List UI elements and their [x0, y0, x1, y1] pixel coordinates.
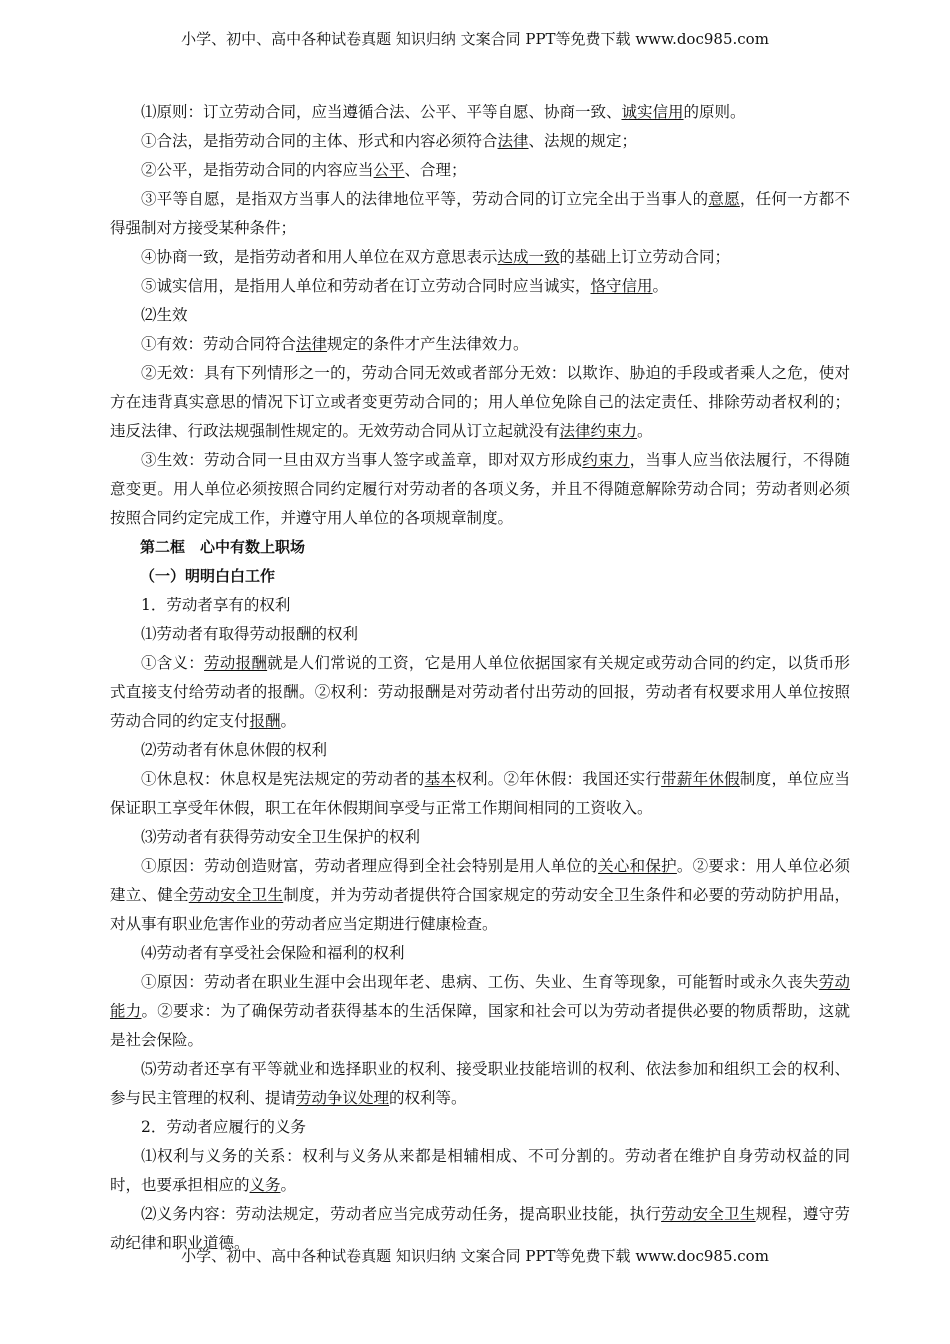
text-run: ⑴劳动者有取得劳动报酬的权利: [141, 625, 359, 643]
paragraph: [110, 359, 850, 446]
underlined-keyword: 带薪年休假: [661, 770, 740, 788]
underlined-keyword: 约束力: [582, 451, 630, 469]
text-run: ②无效：具有下列情形之一的，劳动合同无效或者部分无效：以欺诈、胁迫的手段或者乘人之危，使对方在违背真实意思的情况下订立或者变更劳动合同的；用人单位免除自己的法定责任、排除劳动者权利的；违反法律、行政法规强制性规定的。无效劳动合同从订立起就没有: [110, 364, 850, 440]
paragraph: [110, 968, 850, 1055]
text-run: ⑵义务内容：劳动法规定，劳动者应当完成劳动任务，提高职业技能，执行: [141, 1205, 662, 1223]
text-run: 。: [637, 422, 653, 440]
text-run: ⑶劳动者有获得劳动安全卫生保护的权利: [141, 828, 421, 846]
paragraph: [110, 446, 850, 533]
paragraph: [110, 127, 850, 156]
underlined-keyword: 劳动能力: [110, 973, 850, 1020]
section-heading: [110, 562, 850, 591]
text-run: 1．劳动者享有的权利: [141, 596, 291, 614]
text-run: 。②要求：为了确保劳动者获得基本的生活保障，国家和社会可以为劳动者提供必要的物质帮助，这就是社会保险。: [110, 1002, 850, 1049]
text-run: ①有效：劳动合同符合: [141, 335, 297, 353]
text-run: 。: [280, 712, 297, 730]
paragraph: [110, 765, 850, 823]
text-run: ，当事人应当依法履行，不得随意变更。用人单位必须按照合同约定履行对劳动者的各项义务，并且不得随意解除劳动合同；劳动者则必须按照合同约定完成工作，并遵守用人单位的各项规章制度。: [110, 451, 850, 527]
underlined-keyword: 劳动安全卫生: [661, 1205, 756, 1223]
text-run: ③平等自愿，是指双方当事人的法律地位平等，劳动合同的订立完全出于当事人的: [141, 190, 709, 208]
text-run: ①合法，是指劳动合同的主体、形式和内容必须符合: [141, 132, 498, 150]
text-run: 规程，遵守劳动纪律和职业道德。: [110, 1205, 850, 1252]
paragraph: [110, 1055, 850, 1113]
paragraph: [110, 1142, 850, 1200]
text-run: ⑤诚实信用，是指用人单位和劳动者在订立劳动合同时应当诚实，: [141, 277, 591, 295]
text-run: 、法规的规定；: [528, 132, 638, 150]
paragraph: [110, 852, 850, 939]
text-run: ①原因：劳动者在职业生涯中会出现年老、患病、工伤、失业、生育等现象，可能暂时或永久丧失: [141, 973, 819, 991]
text-run: ⑵生效: [141, 306, 188, 324]
paragraph: [110, 620, 850, 649]
underlined-keyword: 法律约束力: [559, 422, 638, 440]
text-run: ⑴权利与义务的关系：权利与义务从来都是相辅相成、不可分割的。劳动者在维护自身劳动权益的同时，也要承担相应的: [110, 1147, 850, 1194]
underlined-keyword: 意愿: [708, 190, 740, 208]
underlined-keyword: 劳动报酬: [204, 654, 268, 672]
page-footer: 小学、初中、高中各种试卷真题 知识归纳 文案合同 PPT等免费下载 www.doc985.com: [181, 1247, 769, 1265]
underlined-keyword: 恪守信用: [590, 277, 653, 295]
text-run: ，任何一方都不得强制对方接受某种条件；: [110, 190, 850, 237]
text-run: 的基础上订立劳动合同；: [559, 248, 731, 266]
text-run: ⑸劳动者还享有平等就业和选择职业的权利、接受职业技能培训的权利、依法参加和组织工会的权利、参与民主管理的权利、提请: [110, 1060, 850, 1107]
text-run: ①休息权：休息权是宪法规定的劳动者的: [141, 770, 425, 788]
text-run: ②公平，是指劳动合同的内容应当: [141, 161, 374, 179]
section-heading: [110, 533, 850, 562]
underlined-keyword: 劳动安全卫生: [188, 886, 284, 904]
underlined-keyword: 公平: [373, 161, 405, 179]
text-run: ①含义：: [141, 654, 205, 672]
underlined-keyword: 报酬: [249, 712, 281, 730]
document-body: [110, 98, 850, 1258]
text-run: 就是人们常说的工资，它是用人单位依据国家有关规定或劳动合同的约定，以货币形式直接支付给劳动者的报酬。②权利：劳动报酬是对劳动者付出劳动的回报，劳动者有权要求用人单位按照劳动合同的约定支付: [110, 654, 850, 730]
text-run: 制度，单位应当保证职工享受年休假，职工在年休假期间享受与正常工作期间相同的工资收入。: [110, 770, 850, 817]
text-run: 的原则。: [683, 103, 746, 121]
text-run: ④协商一致，是指劳动者和用人单位在双方意思表示: [141, 248, 498, 266]
underlined-keyword: 达成一致: [497, 248, 560, 266]
text-run: 规定的条件才产生法律效力。: [327, 335, 529, 353]
text-run: 、合理；: [404, 161, 467, 179]
paragraph: [110, 939, 850, 968]
underlined-keyword: 诚实信用: [621, 103, 684, 121]
text-run: 第二框 心中有数上职场: [140, 538, 306, 556]
text-run: ①原因：劳动创造财富，劳动者理应得到全社会特别是用人单位的: [141, 857, 599, 875]
paragraph: [110, 301, 850, 330]
text-run: ⑷劳动者有享受社会保险和福利的权利: [141, 944, 405, 962]
underlined-keyword: 基本: [424, 770, 457, 788]
paragraph: [110, 185, 850, 243]
text-run: 制度，并为劳动者提供符合国家规定的劳动安全卫生条件和必要的劳动防护用品，对从事有职业危害作业的劳动者应当定期进行健康检查。: [110, 886, 850, 933]
underlined-keyword: 法律: [497, 132, 529, 150]
paragraph: [110, 243, 850, 272]
text-run: 。: [652, 277, 669, 295]
text-run: 的权利等。: [389, 1089, 467, 1107]
text-run: 权利。②年休假：我国还实行: [456, 770, 662, 788]
paragraph: [110, 823, 850, 852]
paragraph: [110, 736, 850, 765]
paragraph: [110, 98, 850, 127]
paragraph: [110, 1113, 850, 1142]
paragraph: [110, 156, 850, 185]
text-run: 。: [280, 1176, 297, 1194]
text-run: ③生效：劳动合同一旦由双方当事人签字或盖章，即对双方形成: [141, 451, 583, 469]
underlined-keyword: 劳动争议处理: [296, 1089, 390, 1107]
paragraph: [110, 649, 850, 736]
page-header: 小学、初中、高中各种试卷真题 知识归纳 文案合同 PPT等免费下载 www.doc985.com: [181, 30, 769, 48]
text-run: ⑴原则：订立劳动合同，应当遵循合法、公平、平等自愿、协商一致、: [141, 103, 622, 121]
underlined-keyword: 法律: [296, 335, 328, 353]
text-run: （一）明明白白工作: [140, 567, 276, 585]
underlined-keyword: 关心和保护: [598, 857, 677, 875]
paragraph: [110, 591, 850, 620]
underlined-keyword: 义务: [249, 1176, 281, 1194]
text-run: ⑵劳动者有休息休假的权利: [141, 741, 328, 759]
paragraph: [110, 272, 850, 301]
text-run: 2．劳动者应履行的义务: [141, 1118, 306, 1136]
text-run: 。②要求：用人单位必须建立、健全: [110, 857, 850, 904]
paragraph: [110, 330, 850, 359]
